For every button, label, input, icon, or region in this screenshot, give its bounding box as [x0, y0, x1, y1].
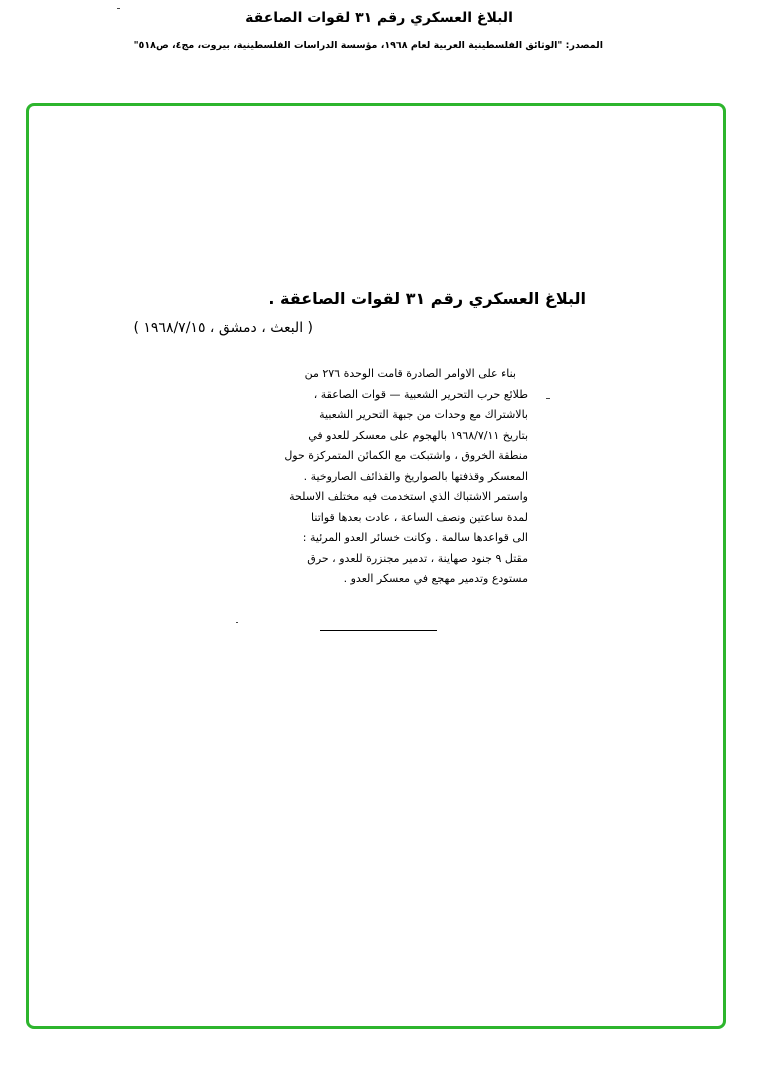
body-line: طلائع حرب التحرير الشعبية — قوات الصاعقة ،	[313, 387, 528, 401]
source-citation: المصدر: "الوثائق الفلسطينية العربية لعام ١٩٦٨، مؤسسة الدراسات الفلسطينية، بيروت، مج٤، ص٥١٨"	[133, 40, 603, 51]
document-dateline: ( البعث ، دمشق ، ١٩٦٨/٧/١٥ )	[133, 320, 313, 336]
body-line: منطقة الخروق ، واشتبكت مع الكمائن المتمركزة حول	[284, 449, 528, 462]
body-line: بالاشتراك مع وحدات من جبهة التحرير الشعبية	[319, 408, 528, 421]
page-title: البلاغ العسكري رقم ٣١ لقوات الصاعقة	[245, 10, 513, 26]
end-rule	[320, 630, 437, 631]
body-line: واستمر الاشتباك الذي استخدمت فيه مختلف الاسلحة	[289, 490, 528, 503]
scan-speck	[546, 398, 550, 399]
scan-speck	[236, 622, 238, 623]
body-line: المعسكر وقذفتها بالصواريخ والقذائف الصاروخية .	[303, 469, 528, 483]
document-title: البلاغ العسكري رقم ٣١ لقوات الصاعقة .	[268, 289, 586, 308]
document-body	[238, 364, 528, 590]
body-line: لمدة ساعتين ونصف الساعة ، عادت بعدها قواتنا	[311, 510, 528, 524]
body-line: مستودع وتدمير مهجع في معسكر العدو .	[343, 572, 528, 585]
scan-speck	[117, 8, 120, 9]
body-line: بتاريخ ١٩٦٨/٧/١١ بالهجوم على معسكر للعدو في	[308, 428, 528, 442]
body-line: مقتل ٩ جنود صهاينة ، تدمير مجنزرة للعدو ، حرق	[307, 551, 528, 565]
body-line: بناء على الاوامر الصادرة قامت الوحدة ٢٧٦ من	[304, 367, 516, 380]
body-line: الى قواعدها سالمة . وكانت خسائر العدو المرئية :	[302, 531, 528, 544]
